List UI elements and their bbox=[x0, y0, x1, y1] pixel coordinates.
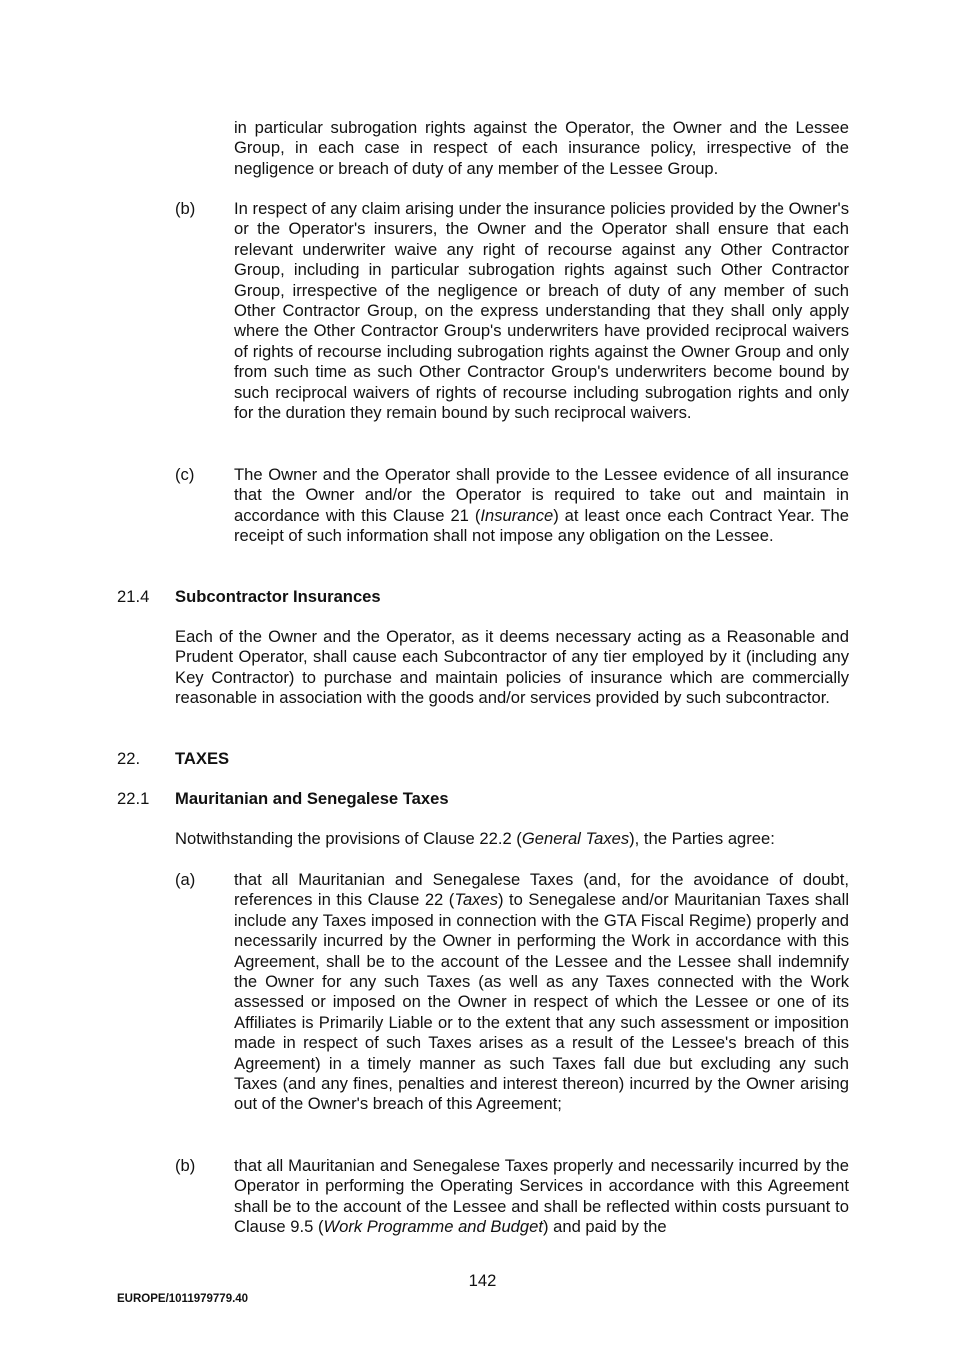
item-22-a-text-before: that all Mauritanian and Senegalese Taxes (and, for the avoidance of doubt, references in this Clause 22 ( bbox=[234, 870, 849, 910]
section-21-4-text: Each of the Owner and the Operator, as it deems necessary acting as a Reasonable and Prudent Operator, shall cause each Subcontractor of any tier employed by it (including any Key Contractor) to purchase and maintain policies of insurance which are commercially reasonable in association with the goods and/or services provided by such subcontractor. bbox=[175, 627, 849, 708]
item-c-text bbox=[234, 465, 849, 547]
item-b-label: (b) bbox=[175, 199, 196, 218]
item-c-label: (c) bbox=[175, 465, 195, 484]
item-22-a-italic: Taxes bbox=[454, 890, 498, 910]
item-22-a-text bbox=[234, 870, 849, 1115]
intro-italic: General Taxes bbox=[521, 829, 630, 848]
page-number: 142 bbox=[468, 1271, 497, 1290]
document-reference: EUROPE/1011979779.40 bbox=[117, 1293, 249, 1305]
clause-22-number: 22. bbox=[117, 749, 141, 768]
item-22-a-text-after: ) to Senegalese and/or Mauritanian Taxes shall include any Taxes imposed in connection with the GTA Fiscal Regime) properly and necessarily incurred by the Owner in performing the Work in accordance with this Agreement, shall be to the account of the Lessee and the Lessee shall indemnify the Owner for any such Taxes (as well as any Taxes connected with the Work assessed or imposed on the Owner in respect of which the Lessee or one of its Affiliates is Primarily Liable or to the extent that any such assessment or imposition made in respect of such Taxes arises as a result of the Lessee's breach of this Agreement) in a timely manner as such Taxes fall due but excluding any such Taxes (and any fines, penalties and interest thereon) incurred by the Owner arising out of the Owner's breach of this Agreement; bbox=[234, 890, 850, 1114]
section-22-1-number: 22.1 bbox=[117, 789, 150, 808]
item-c-text-before: The Owner and the Operator shall provide to the Lessee evidence of all insurance that the Owner and/or the Operator is required to take out and maintain in accordance with this Clause 21 ( bbox=[234, 465, 849, 525]
item-c-text-after: ) at least once each Contract Year. The receipt of such information shall not impose any obligation on the Lessee. bbox=[234, 505, 849, 546]
item-22-b-text bbox=[234, 1156, 849, 1238]
section-22-1-intro bbox=[175, 829, 849, 849]
item-22-b-label: (b) bbox=[175, 1156, 196, 1175]
item-22-b-text-after: ) and paid by the bbox=[542, 1217, 667, 1237]
item-22-b-italic: Work Programme and Budget bbox=[323, 1217, 543, 1237]
item-c-italic: Insurance bbox=[480, 505, 554, 525]
section-21-4-number: 21.4 bbox=[117, 587, 150, 606]
section-21-4-title: Subcontractor Insurances bbox=[175, 587, 381, 606]
continuation-paragraph: in particular subrogation rights against the Operator, the Owner and the Lessee Group, in each case in respect of each insurance policy, irrespective of the negligence or breach of duty of any member of the Lessee Group. bbox=[234, 118, 849, 178]
item-b-text: In respect of any claim arising under the insurance policies provided by the Owner's or the Operator's insurers, the Owner and the Operator shall ensure that each relevant underwriter waive any right of recourse against any Other Contractor Group, including in particular subrogation rights against such Other Contractor Group, irrespective of the negligence or breach of duty of any member of such Other Contractor Group, on the express understanding that they shall only apply where the Other Contractor Group's underwriters have provided reciprocal waivers of rights of recourse including subrogation rights against the Owner Group and only from such time as such Other Contractor Group's underwriters become bound by such reciprocal waivers of rights of recourse including subrogation rights and only for the duration they remain bound by such reciprocal waivers. bbox=[234, 199, 849, 423]
item-22-a-label: (a) bbox=[175, 870, 196, 889]
item-22-b-text-before: that all Mauritanian and Senegalese Taxes properly and necessarily incurred by the Operator in performing the Operating Services in accordance with this Agreement shall be to the account of the Lessee and shall be reflected within costs pursuant to Clause 9.5 ( bbox=[234, 1156, 849, 1237]
clause-22-title: TAXES bbox=[175, 749, 230, 768]
intro-text-after: ), the Parties agree: bbox=[629, 829, 775, 848]
intro-text-before: Notwithstanding the provisions of Clause 22.2 ( bbox=[175, 829, 522, 848]
section-22-1-title: Mauritanian and Senegalese Taxes bbox=[175, 789, 449, 808]
